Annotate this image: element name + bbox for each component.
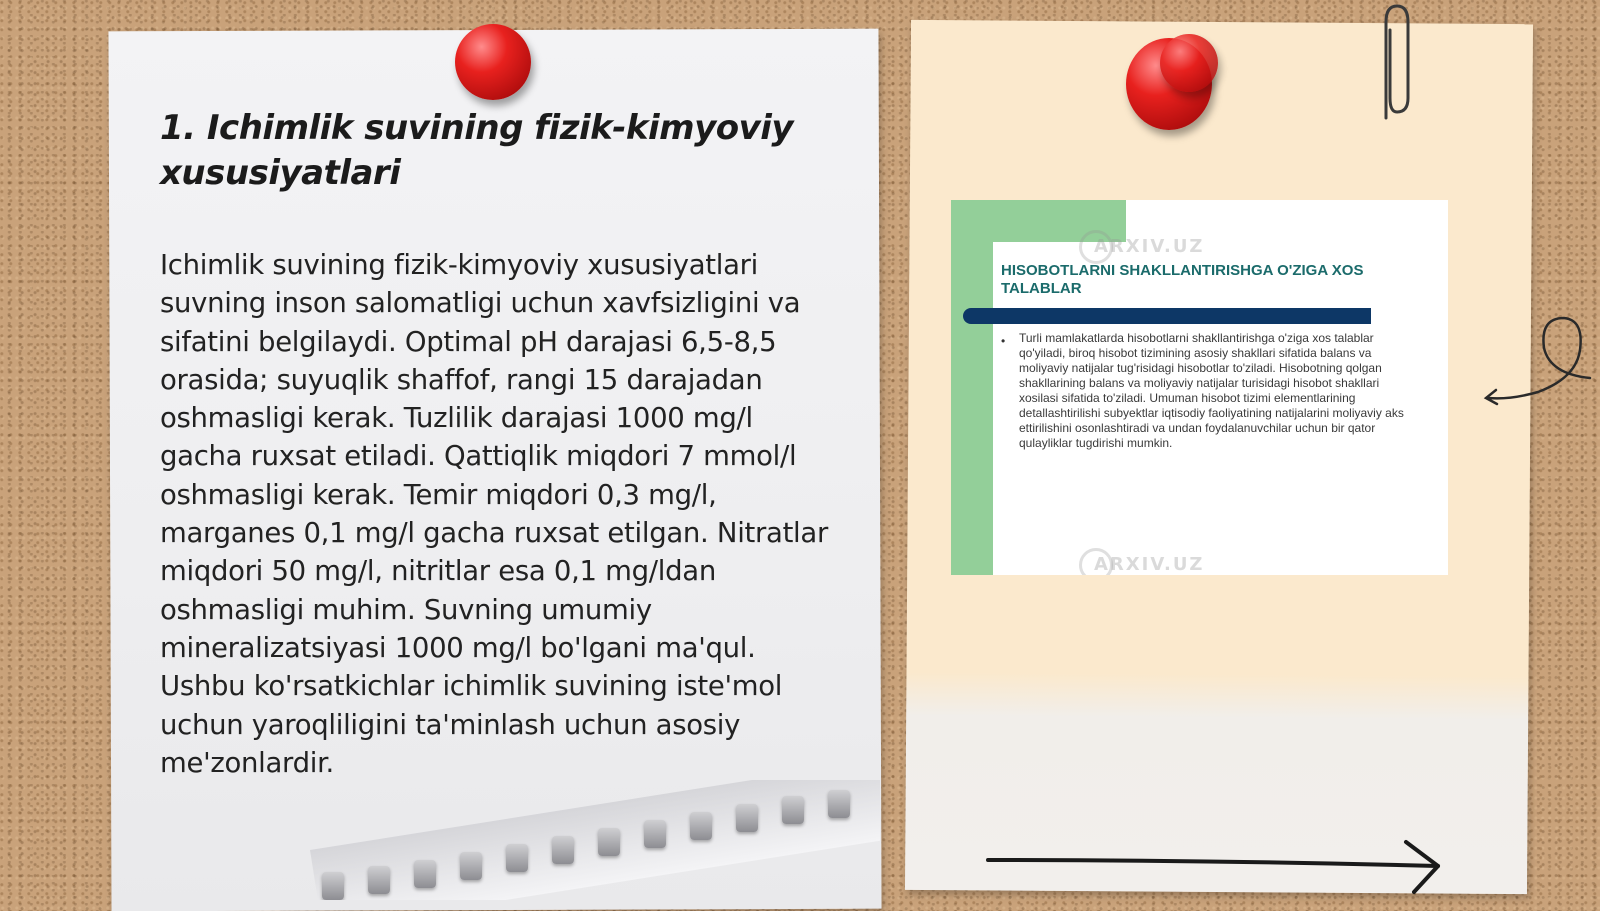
spiral-hole: [828, 790, 850, 818]
watermark-bottom: ARXIV.UZ: [1094, 554, 1205, 575]
spiral-hole: [598, 828, 620, 856]
spiral-hole: [460, 852, 482, 880]
slide-green-band: [951, 200, 993, 575]
spiral-hole: [736, 804, 758, 832]
slide-title-bar: [963, 308, 1371, 324]
spiral-hole: [644, 820, 666, 848]
torn-spiral-edge: [310, 780, 880, 900]
slide-body: Turli mamlakatlarda hisobotlarni shakllantirishga o'ziga xos talablar qo'yiladi, biroq hisobot tizimining asosiy shakllari sifatida balans va moliyaviy natijalar tug'risidagi hisobotlar to'ziladi. Hisobotning qolgan shakllarining balans va moliyaviy natijalar turisidagi hisobot shakllari xosilasi sifatida to'ziladi. Umuman hisobot tizimi elementlarining detallashtirilishi subyektlar iqtisodiy faoliyatining natijalarini moliyaviy aks ettirilishini osonlashtiradi va undan foydalanuvchilar uchun bir qator qulayliklar tugdirishi mumkin.: [1019, 331, 1404, 450]
spiral-hole: [414, 860, 436, 888]
push-pin-icon: [455, 24, 531, 100]
spiral-hole: [506, 844, 528, 872]
spiral-hole: [690, 812, 712, 840]
doodle-arrow-icon: [1480, 312, 1598, 412]
spiral-hole: [552, 836, 574, 864]
paper-clip-icon: [1372, 0, 1412, 125]
spiral-hole: [322, 872, 344, 900]
note-body: Ichimlik suvining fizik-kimyoviy xususiyatlari suvning inson salomatligi uchun xavfsizligini va sifatini belgilaydi. Optimal pH darajasi 6,5-8,5 orasida; suyuqlik shaffof, rangi 15 darajadan oshmasligi kerak. Tuzlilik darajasi 1000 mg/l gacha ruxsat etiladi. Qattiqlik miqdori 7 mmol/l oshmasligi kerak. Temir miqdori 0,3 mg/l, marganes 0,1 mg/l gacha ruxsat etilgan. Nitratlar miqdori 50 mg/l, nitritlar esa 0,1 mg/ldan oshmasligi muhim. Suvning umumiy mineralizatsiyasi 1000 mg/l bo'lgani ma'qul. Ushbu ko'rsatkichlar ichimlik suvining iste'mol uchun yaroqliligini ta'minlash uchun asosiy me'zonlardir.: [160, 249, 828, 779]
watermark-top: ARXIV.UZ: [1094, 236, 1205, 257]
note-title: 1. Ichimlik suvining fizik-kimyoviy xususiyatlari: [160, 108, 794, 193]
slide-title: HISOBOTLARNI SHAKLLANTIRISHGA O'ZIGA XOS TALABLAR: [1001, 262, 1364, 297]
slide-thumbnail: [951, 200, 1448, 575]
bullet-icon: •: [1001, 334, 1006, 348]
spiral-hole: [782, 796, 804, 824]
push-pin-shine: [1160, 34, 1218, 92]
spiral-hole: [368, 866, 390, 894]
arrow-right-icon: [986, 838, 1448, 896]
